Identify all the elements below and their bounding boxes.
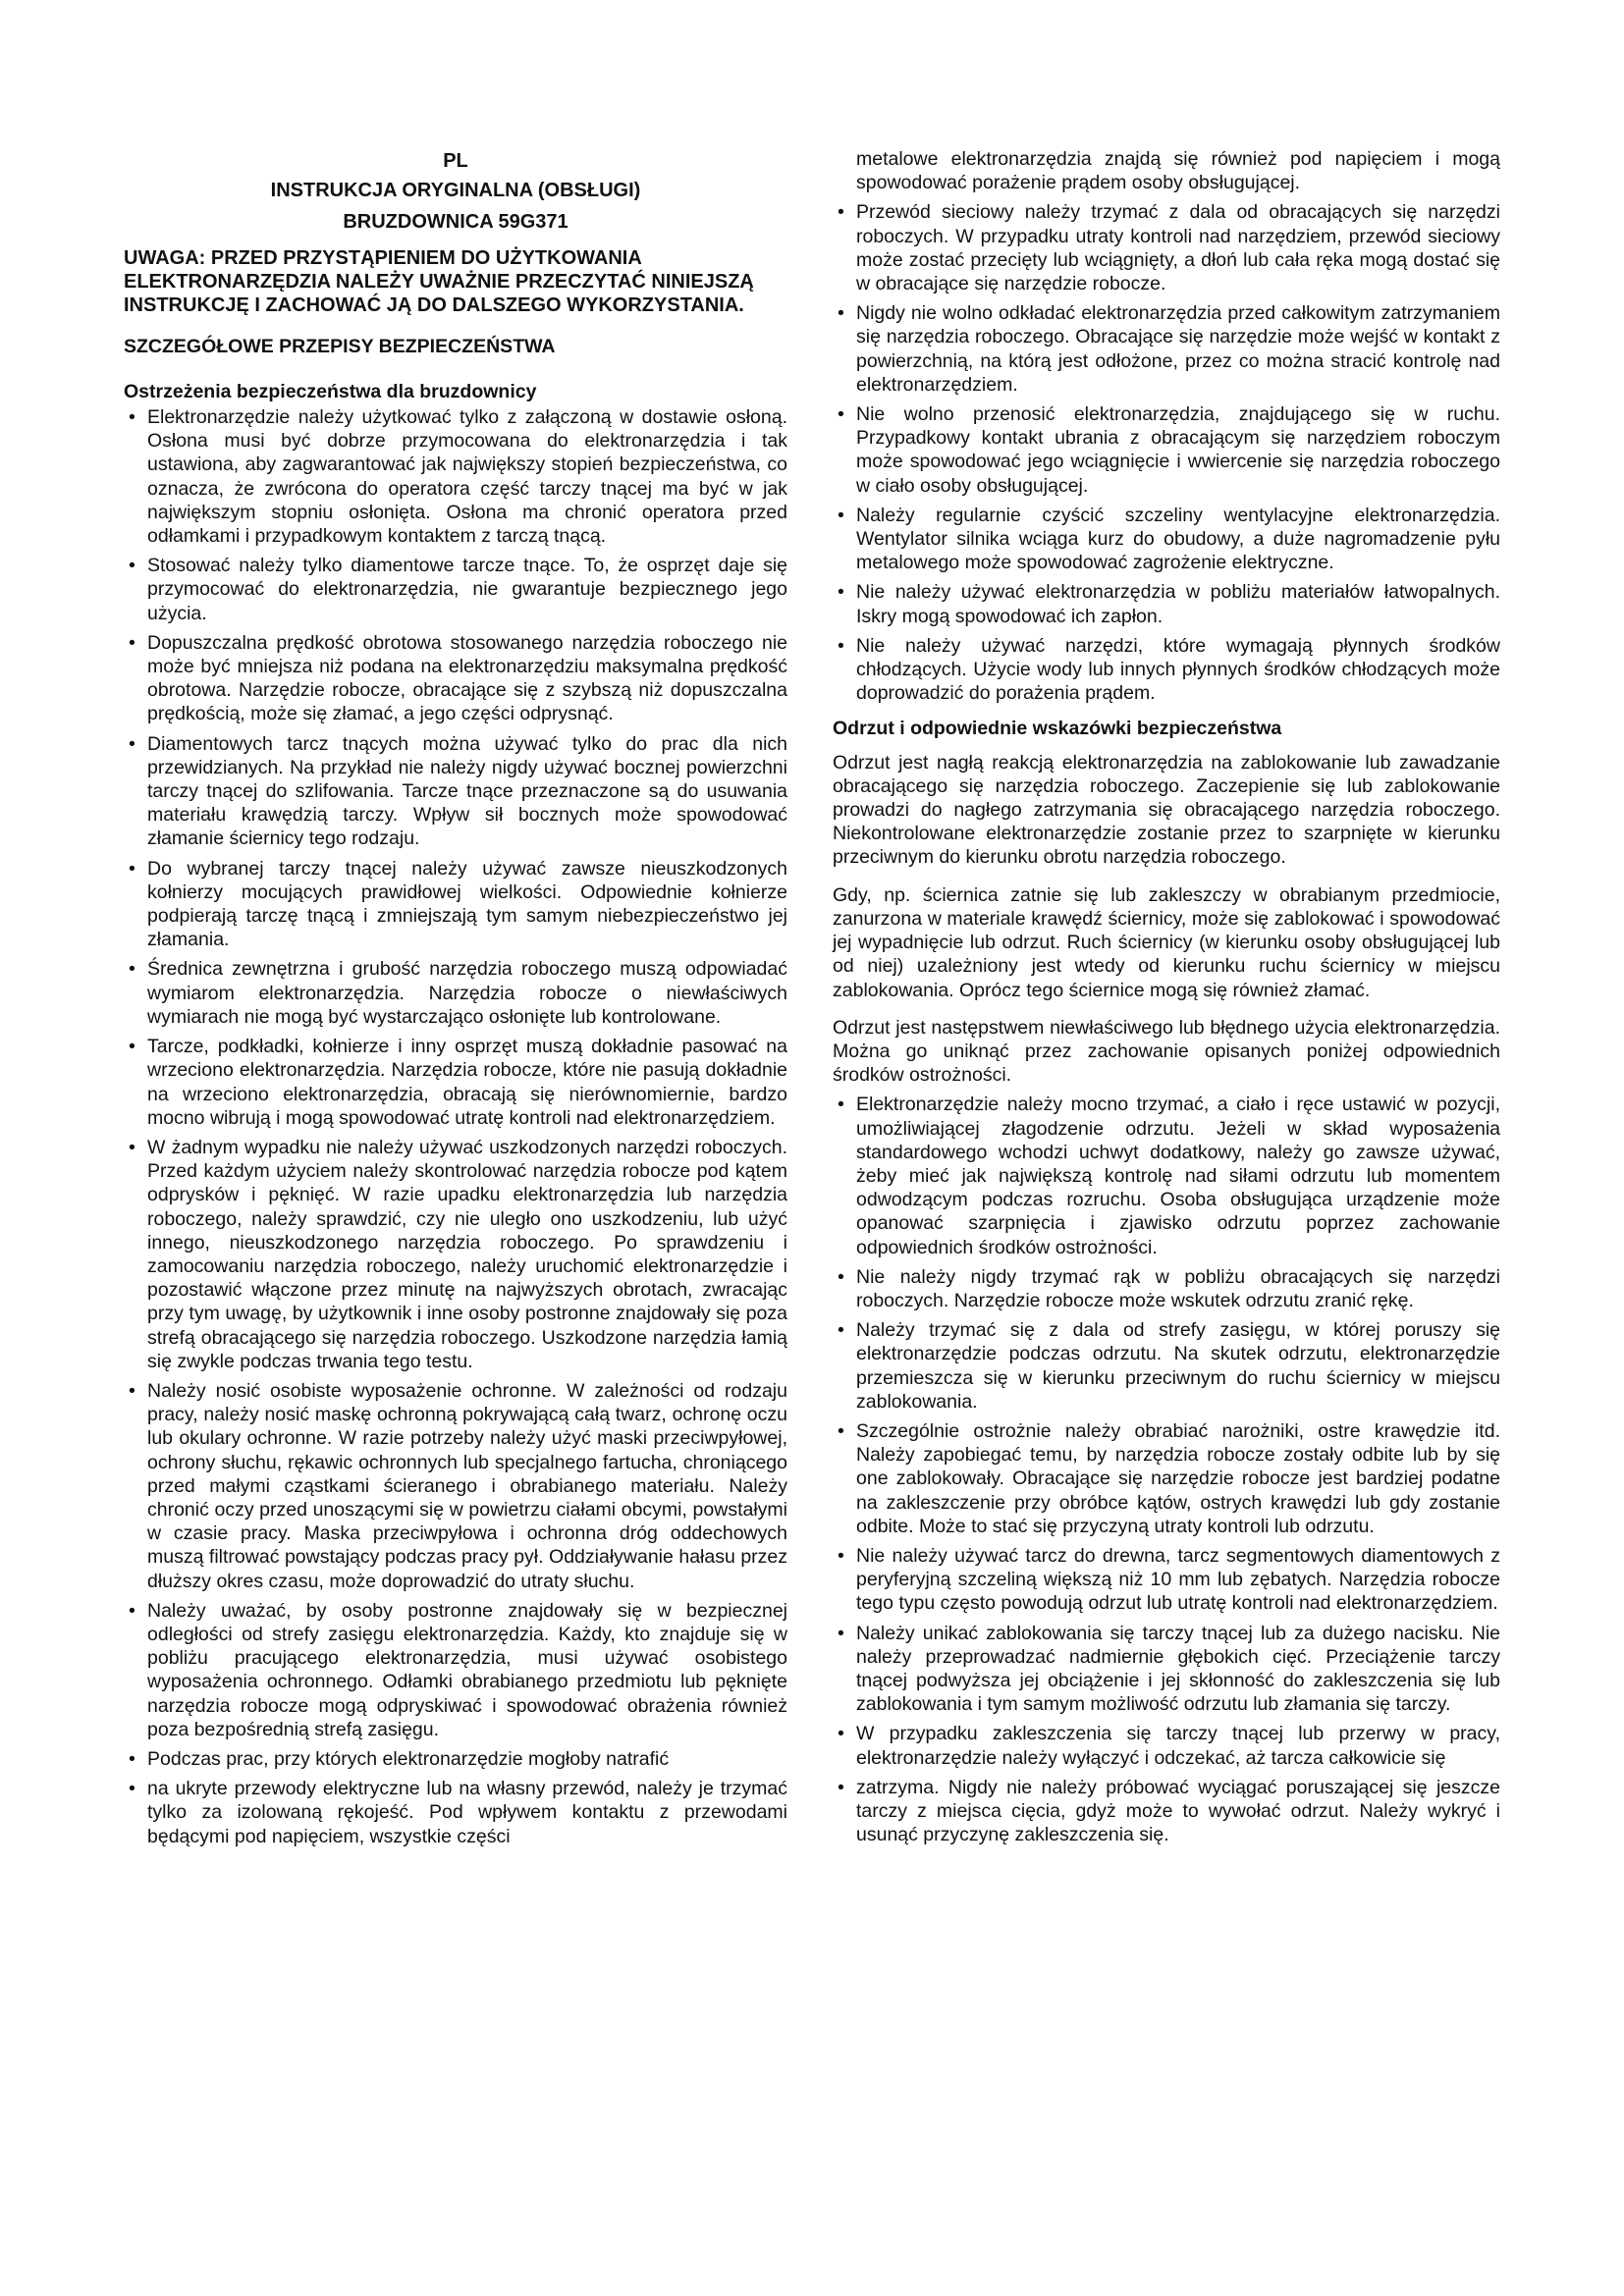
language-code: PL bbox=[443, 150, 468, 172]
subsection-heading-kickback: Odrzut i odpowiednie wskazówki bezpieczeństwa bbox=[833, 718, 1282, 740]
paragraph: Odrzut jest następstwem niewłaściwego lub błędnego użycia elektronarzędzia. Można go uniknąć przez zachowanie opisanych poniżej odpowiednich środków ostrożności. bbox=[833, 1016, 1500, 1087]
section-title: SZCZEGÓŁOWE PRZEPISY BEZPIECZEŃSTWA bbox=[124, 335, 556, 357]
list-item: • zatrzyma. Nigdy nie należy próbować wyciągać poruszającej się jeszcze tarczy z miejsca cięcia, gdyż może to wywołać odrzut. Należy wykryć i usunąć przyczynę zakleszczenia się. bbox=[833, 1776, 1500, 1847]
list-item: • Stosować należy tylko diamentowe tarcze tnące. To, że osprzęt daje się przymocować do elektronarzędzia, nie gwarantuje bezpiecznego jego użycia. bbox=[124, 554, 787, 625]
list-item: • Nigdy nie wolno odkładać elektronarzędzia przed całkowitym zatrzymaniem się narzędzia roboczego. Obracające się narzędzie może wejść w kontakt z powierzchnią, na którą jest odłożone, przez co można stracić kontrolę nad elektronarzędziem. bbox=[833, 301, 1500, 397]
list-item: • Elektronarzędzie należy mocno trzymać, a ciało i ręce ustawić w pozycji, umożliwiającej złagodzenie odrzutu. Jeżeli w skład wyposażenia standardowego wchodzi uchwyt dodatkowy, należy go zawsze używać, żeby mieć jak największą kontrolę nad siłami odrzutu lub momentem odwodzącym podczas rozruchu. Osoba obsługująca urządzenie może opanować szarpnięcia i zjawisko odrzutu poprzez zachowanie odpowiednich środków ostrożności. bbox=[833, 1093, 1500, 1258]
list-item: • Tarcze, podkładki, kołnierze i inny osprzęt muszą dokładnie pasować na wrzeciono elektronarzędzia. Narzędzia robocze, które nie pasują dokładnie na wrzeciono elektronarzędzia, obracają się nierównomiernie, bardzo mocno wibrują i mogą spowodować utratę kontroli nad elektronarzędziem. bbox=[124, 1035, 787, 1130]
list-item: • Szczególnie ostrożnie należy obrabiać narożniki, ostre krawędzie itd. Należy zapobiegać temu, by narzędzia robocze zostały odbite lub by się one zablokowały. Obracające się narzędzie robocze jest bardziej podatne na zakleszczenie przy obróbce kątów, ostrych krawędzi lub gdy zostanie odbite. Może to stać się przyczyną utraty kontroli lub odrzutu. bbox=[833, 1419, 1500, 1538]
continuation-text: metalowe elektronarzędzia znajdą się również pod napięciem i mogą spowodować porażenie prądem osoby obsługującej. bbox=[856, 148, 1500, 194]
list-item: • Należy regularnie czyścić szczeliny wentylacyjne elektronarzędzia. Wentylator silnika wciąga kurz do obudowy, a duże nagromadzenie pyłu metalowego może spowodować zagrożenie elektryczne. bbox=[833, 504, 1500, 575]
paragraph: Gdy, np. ściernica zatnie się lub zakleszczy w obrabianym przedmiocie, zanurzona w materiale krawędź ściernicy, może się zablokować i spowodować jej wypadnięcie lub odrzut. Ruch ściernicy (w kierunku osoby obsługującej lub od niej) uzależniony jest wtedy od kierunku ruchu ściernicy w miejscu zablokowania. Oprócz tego ściernice mogą się również złamać. bbox=[833, 883, 1500, 1001]
right-column bbox=[833, 147, 1500, 1852]
safety-warnings-list-continued bbox=[833, 200, 1500, 705]
list-item: • Należy trzymać się z dala od strefy zasięgu, w której poruszy się elektronarzędzie podczas odrzutu. Na skutek odrzutu, elektronarzędzie przemieszcza się w kierunku przeciwnym do ruchu ściernicy w miejscu zablokowania. bbox=[833, 1318, 1500, 1414]
kickback-precautions-list bbox=[833, 1093, 1500, 1846]
list-item: • Nie należy używać elektronarzędzia w pobliżu materiałów łatwopalnych. Iskry mogą spowodować ich zapłon. bbox=[833, 580, 1500, 627]
left-column bbox=[124, 149, 787, 1854]
list-item: • na ukryte przewody elektryczne lub na własny przewód, należy je trzymać tylko za izolowaną rękojeść. Pod wpływem kontaktu z przewodami będącymi pod napięciem, wszystkie części bbox=[124, 1777, 787, 1848]
list-item: • Nie należy nigdy trzymać rąk w pobliżu obracających się narzędzi roboczych. Narzędzie robocze może wskutek odrzutu zranić rękę. bbox=[833, 1265, 1500, 1312]
list-item: • Średnica zewnętrzna i grubość narzędzia roboczego muszą odpowiadać wymiarom elektronarzędzia. Narzędzia robocze o niewłaściwych wymiarach nie mogą być wystarczająco osłonięte lub kontrolowane. bbox=[124, 957, 787, 1029]
list-item: • Należy nosić osobiste wyposażenie ochronne. W zależności od rodzaju pracy, należy nosić maskę ochronną pokrywającą całą twarz, ochronę oczu lub okulary ochronne. W razie potrzeby należy użyć maski przeciwpyłowej, ochrony słuchu, rękawic ochronnych lub specjalnego fartucha, chroniącego przed małymi cząstkami ścieranego i obrabianego materiału. Należy chronić oczy przed unoszącymi się w powietrzu ciałami obcymi, powstałymi w czasie pracy. Maska przeciwpyłowa i ochronna dróg oddechowych muszą filtrować powstający podczas pracy pył. Oddziaływanie hałasu przez dłuższy okres czasu, może doprowadzić do utraty słuchu. bbox=[124, 1379, 787, 1593]
warning-notice: UWAGA: PRZED PRZYSTĄPIENIEM DO UŻYTKOWANIA ELEKTRONARZĘDZIA NALEŻY UWAŻNIE PRZECZYTAĆ NINIEJSZĄ INSTRUKCJĘ I ZACHOWAĆ JĄ DO DALSZEGO WYKORZYSTANIA. bbox=[124, 246, 754, 316]
list-item: • Nie należy używać narzędzi, które wymagają płynnych środków chłodzących. Użycie wody lub innych płynnych środków chłodzących może doprowadzić do porażenia prądem. bbox=[833, 634, 1500, 706]
product-model: BRUZDOWNICA 59G371 bbox=[343, 211, 568, 234]
paragraph: Odrzut jest nagłą reakcją elektronarzędzia na zablokowanie lub zawadzanie obracającego się narzędzia roboczego. Zaczepienie się lub zablokowanie prowadzi do nagłego zatrzymania się obracającego narzędzia roboczego. Niekontrolowane elektronarzędzie zostanie przez to szarpnięte w kierunku przeciwnym do kierunku obrotu narzędzia roboczego. bbox=[833, 751, 1500, 869]
list-item: • Podczas prac, przy których elektronarzędzie mogłoby natrafić bbox=[124, 1747, 787, 1771]
document-title: INSTRUKCJA ORYGINALNA (OBSŁUGI) bbox=[270, 180, 641, 202]
safety-warnings-list bbox=[124, 405, 787, 1848]
list-item: • W przypadku zakleszczenia się tarczy tnącej lub przerwy w pracy, elektronarzędzie należy wyłączyć i odczekać, aż tarcza całkowicie się bbox=[833, 1722, 1500, 1769]
subsection-heading-safety: Ostrzeżenia bezpieczeństwa dla bruzdownicy bbox=[124, 380, 537, 402]
list-item: • Nie wolno przenosić elektronarzędzia, znajdującego się w ruchu. Przypadkowy kontakt ubrania z obracającym się narzędziem roboczym może spowodować jego wciągnięcie i wwiercenie się narzędzia roboczego w ciało osoby obsługującej. bbox=[833, 402, 1500, 498]
list-item: • Dopuszczalna prędkość obrotowa stosowanego narzędzia roboczego nie może być mniejsza niż podana na elektronarzędziu maksymalna prędkość obrotowa. Narzędzie robocze, obracające się z szybszą niż dopuszczalna prędkością, może się złamać, a jego części odprysnąć. bbox=[124, 631, 787, 726]
list-item: • Należy uważać, by osoby postronne znajdowały się w bezpiecznej odległości od strefy zasięgu elektronarzędzia. Każdy, kto znajduje się w pobliżu pracującego elektronarzędzia, musi używać osobistego wyposażenia ochronnego. Odłamki obrabianego przedmiotu lub pęknięte narzędzia robocze mogą odpryskiwać i spowodować obrażenia również poza bezpośrednią strefą zasięgu. bbox=[124, 1599, 787, 1741]
list-item: • Elektronarzędzie należy użytkować tylko z załączoną w dostawie osłoną. Osłona musi być dobrze przymocowana do elektronarzędzia i tak ustawiona, aby zagwarantować jak największy stopień bezpieczeństwa, co oznacza, że zwrócona do operatora część tarczy tnącej ma być w jak największym stopniu osłonięta. Osłona ma chronić operatora przed odłamkami i przypadkowym kontaktem z tarczą tnącą. bbox=[124, 405, 787, 548]
list-item: • W żadnym wypadku nie należy używać uszkodzonych narzędzi roboczych. Przed każdym użyciem należy skontrolować narzędzia robocze pod kątem odprysków i pęknięć. W razie upadku elektronarzędzia lub narzędzia roboczego, należy sprawdzić, czy nie uległo ono uszkodzeniu, lub użyć innego, nieuszkodzonego narzędzia roboczego. Po sprawdzeniu i zamocowaniu narzędzia roboczego, należy uruchomić elektronarzędzie i pozostawić włączone przez minutę na najwyższych obrotach, zwracając przy tym uwagę, by użytkownik i inne osoby postronne znajdowały się poza strefą obracającego się narzędzia roboczego. Uszkodzone narzędzia łamią się zwykle podczas trwania tego testu. bbox=[124, 1136, 787, 1373]
list-item: • Należy unikać zablokowania się tarczy tnącej lub za dużego nacisku. Nie należy przeprowadzać nadmiernie głębokich cięć. Przeciążenie tarczy tnącej podwyższa jej obciążenie i jej skłonność do zakleszczenia się lub zablokowania i tym samym możliwość odrzutu lub złamania się tarczy. bbox=[833, 1622, 1500, 1717]
list-item: • Przewód sieciowy należy trzymać z dala od obracających się narzędzi roboczych. W przypadku utraty kontroli nad narzędziem, przewód sieciowy może zostać przecięty lub wciągnięty, a dłoń lub cała ręka mogą dostać się w obracające się narzędzie robocze. bbox=[833, 200, 1500, 295]
list-item: • Nie należy używać tarcz do drewna, tarcz segmentowych diamentowych z peryferyjną szczeliną większą niż 10 mm lub zębatych. Narzędzia robocze tego typu często powodują odrzut lub utratę kontroli nad elektronarzędziem. bbox=[833, 1544, 1500, 1616]
list-item: • Do wybranej tarczy tnącej należy używać zawsze nieuszkodzonych kołnierzy mocujących prawidłowej wielkości. Odpowiednie kołnierze podpierają tarczę tnącą i zmniejszają tym samym niebezpieczeństwo jej złamania. bbox=[124, 857, 787, 952]
list-item: • Diamentowych tarcz tnących można używać tylko do prac dla nich przewidzianych. Na przykład nie należy nigdy używać bocznej powierzchni tarczy tnącej do szlifowania. Tarcze tnące przeznaczone są do usuwania materiału krawędzią tarczy. Wpływ sił bocznych może spowodować złamanie ściernicy tego rodzaju. bbox=[124, 732, 787, 851]
